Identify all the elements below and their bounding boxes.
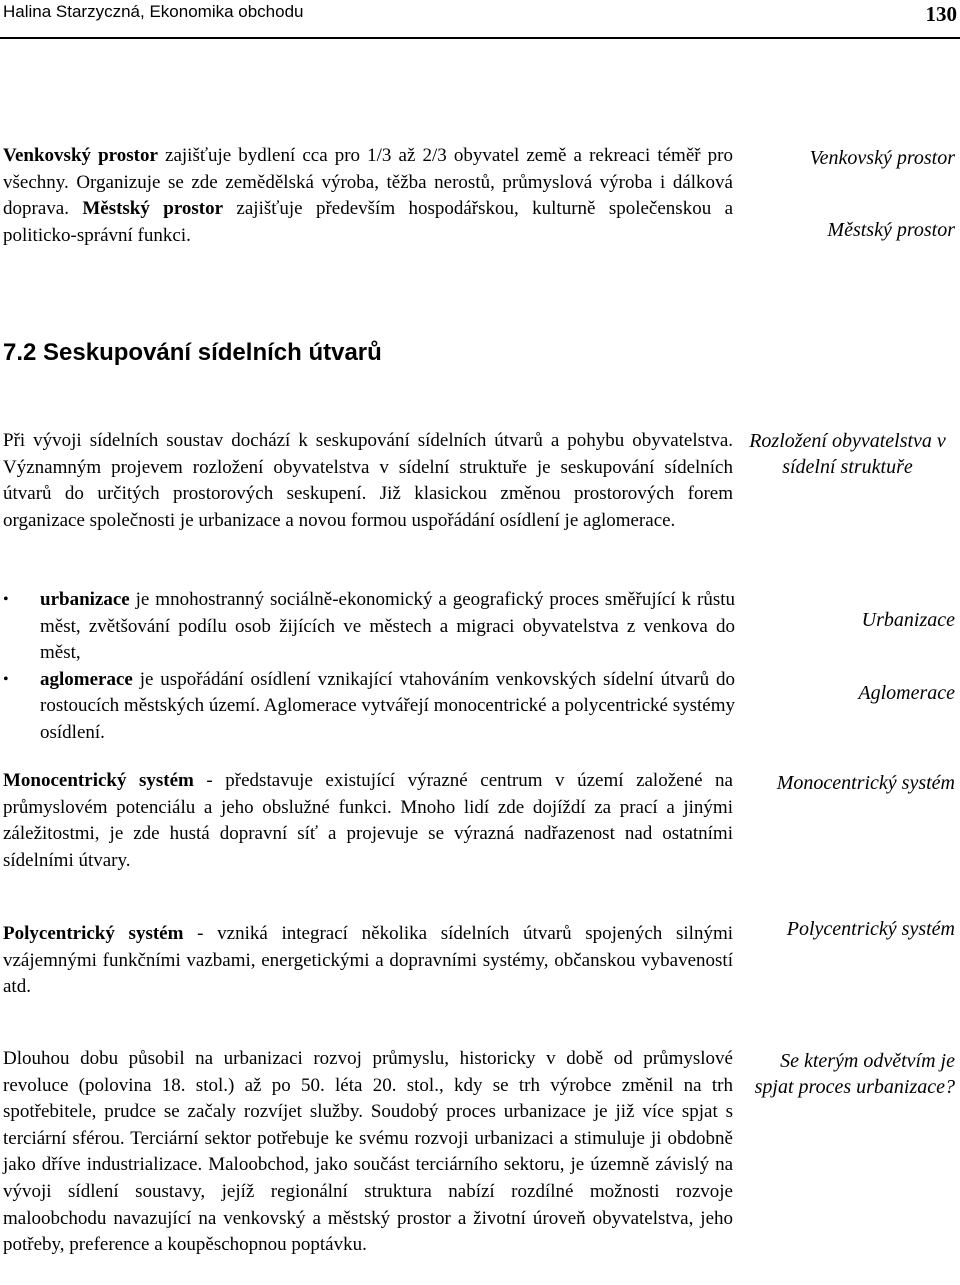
term-mestsky-prostor: Městský prostor — [82, 198, 224, 220]
term-urbanizace: urbanizace — [40, 589, 130, 610]
page-number: 130 — [925, 2, 957, 26]
term-polycentricky-system: Polycentrický systém — [3, 923, 184, 944]
margin-note-urbanizace: Urbanizace — [861, 609, 955, 631]
term-venkovsky-prostor: Venkovský prostor — [3, 145, 158, 166]
paragraph-text: - vzniká integrací několika sídelních útvarů spojených silnými vzájemnými funkčními vazbami, energetickými a dopravními systémy, občanskou vybaveností atd. — [3, 923, 734, 998]
paragraph-seskupovani: Při vývoji sídelních soustav dochází k seskupování sídelních útvarů a pohybu obyvatelstva. Významným projevem rozložení obyvatelstva v sídelní struktuře je seskupování sídelních útvarů do určitých prostorových seskupení. Již klasickou změnou prostorových forem organizace společnosti je urbanizace a novou formou uspořádání osídlení je aglomerace. — [3, 430, 733, 531]
margin-note-rozlozeni: Rozložení obyvatelstva v sídelní struktuře — [749, 430, 946, 478]
list-item-urbanizace — [0, 587, 735, 667]
margin-note-monocentricky: Monocentrický systém — [776, 772, 955, 794]
margin-note-polycentricky: Polycentrický systém — [786, 918, 955, 940]
paragraph-text: - představuje existující výrazné centrum v území založené na průmyslovém potenciálu a jeho obslužné funkci. Mnoho lidí zde dojíždí za prací a jinými záležitostmi, je zde hustá dopravní síť a projevuje se výrazná nadřazenost nad ostatními sídelními útvary. — [3, 770, 733, 871]
list-item-text: je mnohostranný sociálně-ekonomický a geografický proces směřující k růstu měst, zvětšování podílu osob žijících ve městech a migraci obyvatelstva z venkova do měst, — [40, 589, 735, 664]
paragraph-venkovsky-mestsky — [3, 143, 733, 249]
paragraph-polycentricky — [3, 921, 733, 1001]
paragraph-urbanizace-rozvoj: Dlouhou dobu působil na urbanizaci rozvoj průmyslu, historicky v době od průmyslové revoluce (polovina 18. stol.) až po 50. léta 20. stol., kdy se trh výrobce změnil na trh spotřebitele, prudce se začaly rozvíjet služby. Soudobý proces urbanizace je již více spjat s terciární sférou. Terciární sektor potřebuje ke svému rozvoji urbanizaci a stimuluje ji obdobně jako dříve industrializace. Maloobchod, jako součást terciárního sektoru, je územně závislý na vývoji sídlení soustavy, jejíž regionální struktura nabízí rozdílné možnosti rozvoje maloobchodu navazující na venkovský a městský prostor a životní úroveň obyvatelstva, jeho potřeby, preference a koupěschopnou poptávku. — [3, 1048, 733, 1256]
list-item-aglomerace — [0, 667, 735, 747]
term-aglomerace: aglomerace — [40, 668, 133, 690]
margin-note-aglomerace: Aglomerace — [858, 682, 955, 704]
paragraph-monocentricky — [3, 768, 733, 874]
margin-note-mestsky: Městský prostor — [827, 219, 955, 241]
margin-note-venkovsky: Venkovský prostor — [809, 147, 955, 169]
page-header — [0, 0, 960, 40]
paragraph-text: zajišťuje především hospodářskou, kulturně společenskou a politicko-správní funkci. — [3, 198, 733, 246]
header-divider — [0, 37, 960, 39]
bullet-icon: • — [3, 670, 9, 688]
margin-note-otazka: Se kterým odvětvím je spjat proces urbanizace? — [754, 1050, 955, 1098]
paragraph-text: zajišťuje bydlení cca pro 1/3 až 2/3 obyvatel země a rekreaci téměř pro všechny. Organizuje se zde zemědělská výroba, těžba nerostů, průmyslová výroba i dálková doprava. — [3, 145, 733, 220]
definition-list — [0, 587, 735, 747]
section-heading: 7.2 Seskupování sídelních útvarů — [3, 339, 382, 366]
list-item-text: je uspořádání osídlení vznikající vtahováním venkovských sídelní útvarů do rostoucích městských území. Aglomerace vytvářejí monocentrické a polycentrické systémy osídlení. — [40, 668, 735, 743]
bullet-icon: • — [3, 591, 9, 608]
running-title: Halina Starzyczná, Ekonomika obchodu — [3, 2, 304, 21]
term-monocentricky-system: Monocentrický systém — [3, 770, 194, 791]
